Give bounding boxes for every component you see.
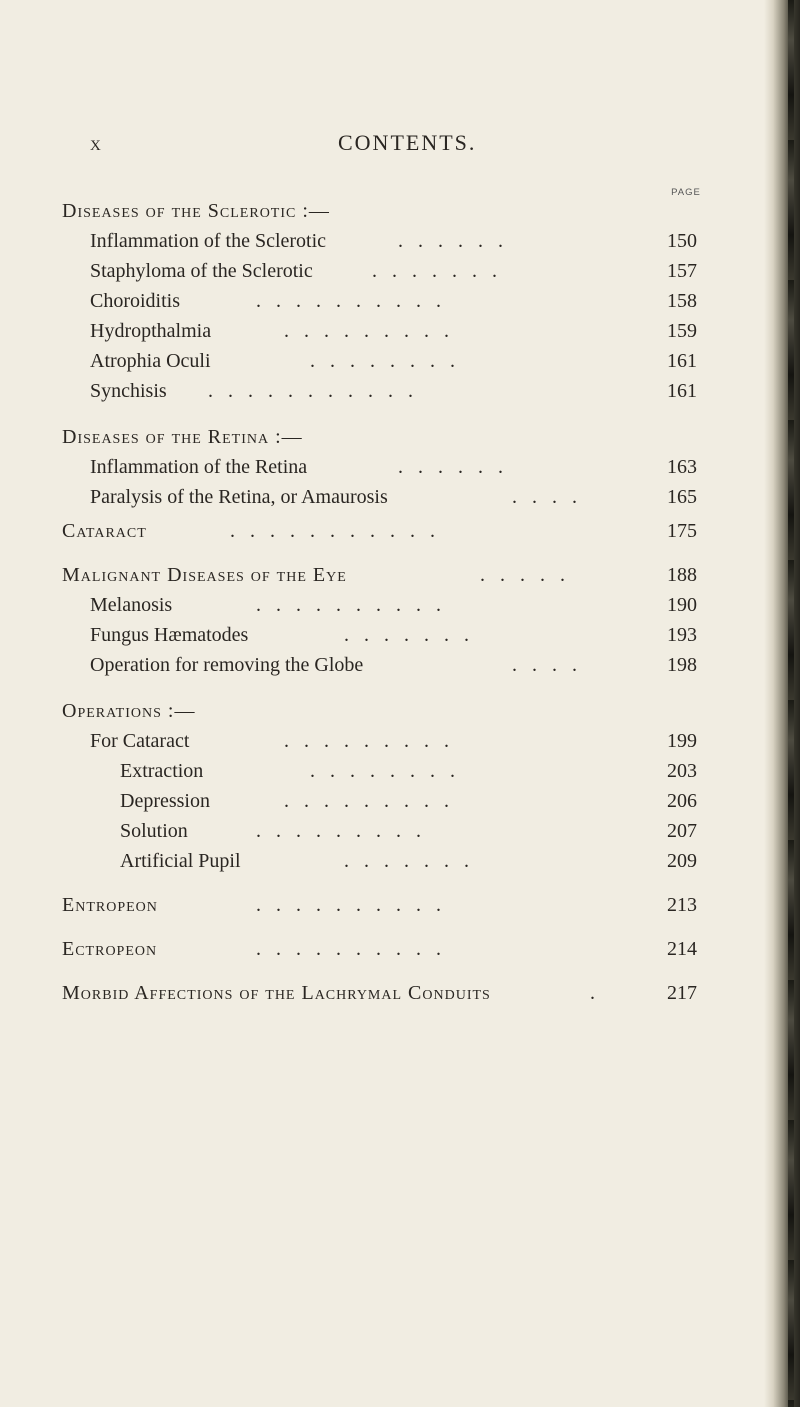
toc-label: Atrophia Oculi (90, 350, 211, 372)
toc-label: Extraction (120, 760, 204, 782)
toc-entry[interactable]: Paralysis of the Retina, or Amaurosis .... 165 (0, 484, 800, 514)
page-column-label: PAGE (671, 187, 701, 198)
toc-label: Diseases of the Retina :— (62, 426, 303, 448)
toc-page: 203 (667, 760, 697, 782)
toc-page: 159 (667, 320, 697, 342)
toc-entry[interactable]: Atrophia Oculi ........ 161 (0, 348, 800, 378)
toc-label: Diseases of the Sclerotic :— (62, 200, 330, 222)
toc-page: 214 (667, 938, 697, 960)
toc-label: Depression (120, 790, 210, 812)
toc-entry[interactable]: Inflammation of the Retina ...... 163 (0, 454, 800, 484)
toc-label: Morbid Affections of the Lachrymal Conduits (62, 982, 491, 1004)
toc-page: 161 (667, 380, 697, 402)
toc-page: 163 (667, 456, 697, 478)
toc-page: 165 (667, 486, 697, 508)
toc-page: 150 (667, 230, 697, 252)
toc-entry[interactable]: Staphyloma of the Sclerotic ....... 157 (0, 258, 800, 288)
toc-section-sclerotic[interactable] (0, 198, 800, 228)
toc-page: 161 (667, 350, 697, 372)
toc-label: Inflammation of the Sclerotic (90, 230, 327, 252)
toc-page: 190 (667, 594, 697, 616)
toc-section-cataract[interactable]: Cataract ........... 175 (0, 518, 800, 548)
toc-entry[interactable]: Choroiditis .......... 158 (0, 288, 800, 318)
toc-entry[interactable]: Operation for removing the Globe .... 198 (0, 652, 800, 682)
toc-page: 157 (667, 260, 697, 282)
toc-label: Inflammation of the Retina (90, 456, 308, 478)
toc-entry[interactable]: Artificial Pupil ....... 209 (0, 848, 800, 878)
toc-entry[interactable]: Solution ......... 207 (0, 818, 800, 848)
page-number: x (90, 130, 101, 155)
toc-page: 158 (667, 290, 697, 312)
toc-label: Solution (120, 820, 188, 842)
toc-page: 199 (667, 730, 697, 752)
toc-label: Operation for removing the Globe (90, 654, 364, 676)
toc-label: Operations :— (62, 700, 196, 722)
toc-section-operations[interactable] (0, 698, 800, 728)
toc-page: 206 (667, 790, 697, 812)
toc-label: Entropeon (62, 894, 158, 916)
running-header (0, 130, 760, 164)
toc-entry[interactable]: Extraction ........ 203 (0, 758, 800, 788)
toc-label: Paralysis of the Retina, or Amaurosis (90, 486, 388, 508)
toc-label: Choroiditis (90, 290, 181, 312)
toc-page: 198 (667, 654, 697, 676)
toc-entry[interactable]: Synchisis ........... 161 (0, 378, 800, 408)
toc-page: 188 (667, 564, 697, 586)
toc-label: Fungus Hæmatodes (90, 624, 249, 646)
toc-page: 217 (667, 982, 697, 1004)
toc-section-malignant[interactable]: Malignant Diseases of the Eye ..... 188 (0, 562, 800, 592)
toc-section-retina[interactable] (0, 424, 800, 454)
toc-entry[interactable]: Inflammation of the Sclerotic ...... 150 (0, 228, 800, 258)
toc-entry[interactable]: Melanosis .......... 190 (0, 592, 800, 622)
toc-entry[interactable]: Fungus Hæmatodes ....... 193 (0, 622, 800, 652)
toc-page: 209 (667, 850, 697, 872)
toc-page: 193 (667, 624, 697, 646)
toc-entry[interactable]: Hydropthalmia ......... 159 (0, 318, 800, 348)
toc-section-ectropeon[interactable]: Ectropeon .......... 214 (0, 936, 800, 966)
toc-label: Staphyloma of the Sclerotic (90, 260, 313, 282)
toc-label: Artificial Pupil (120, 850, 241, 872)
toc-label: Synchisis (90, 380, 167, 402)
toc-page: 207 (667, 820, 697, 842)
toc-label: Malignant Diseases of the Eye (62, 564, 347, 586)
toc-label: For Cataract (90, 730, 190, 752)
toc-entry[interactable]: Depression ......... 206 (0, 788, 800, 818)
toc-section-entropeon[interactable]: Entropeon .......... 213 (0, 892, 800, 922)
toc-label: Melanosis (90, 594, 173, 616)
toc-page: 213 (667, 894, 697, 916)
toc-section-lachrymal[interactable]: Morbid Affections of the Lachrymal Conduits . 217 (0, 980, 800, 1010)
toc-label: Ectropeon (62, 938, 158, 960)
toc-label: Cataract (62, 520, 147, 542)
page-title: CONTENTS. (338, 130, 477, 155)
toc-entry[interactable]: For Cataract ......... 199 (0, 728, 800, 758)
toc-page: 175 (667, 520, 697, 542)
toc-label: Hydropthalmia (90, 320, 212, 342)
